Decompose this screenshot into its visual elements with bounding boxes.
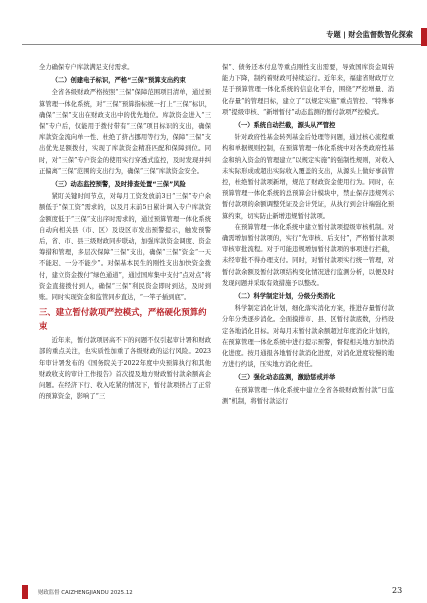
right-column — [222, 62, 394, 407]
subheading: （二）创建电子标识，严格“三保”预算支出约束 — [51, 77, 186, 85]
header-title: 专题 | 财会监督数智化探索 — [326, 30, 413, 39]
paragraph: 保”、债务还本付息等重点刚性支出需要，导致国库资金周转能力下降，制约着财政可持续运行。近年来，福建省财政厅立足于预算管理一体化系统的信息化平台，围绕“严控增量、消化存量”的管理目标，建立了“以规定实施”重点管控、“特殊事项”提级审核、“新增暂付”动态监测的暂付款项严控模式。 — [222, 64, 394, 116]
header-accent-bar — [421, 28, 427, 46]
journal-name: 财政监督 CAIZHENGJIANDU 2025.12 — [38, 590, 133, 596]
subheading: （一）系统自动拦截，源头从严管控 — [234, 122, 336, 130]
page-header — [0, 0, 427, 48]
paragraph: 在预算管理一体化系统中建立暂付款项提级审核机制。对确需增加暂付款项的，实行“先审核、后支付”，严格暂付款项审核审批流程。对于可能违规增加暂付款项的事项进行拦截，未经审批不得办理支付。同时，对暂付款项实行统一管理，对暂付款余额及暂付款项结构变化情况进行监测分析，以便及时发现问题并采取有效措施予以整改。 — [222, 223, 394, 287]
subheading: （三）强化动态监测，激励惩戒并举 — [234, 374, 336, 382]
footer-accent-bar — [22, 585, 28, 599]
header-divider — [22, 44, 427, 45]
paragraph: 全省各级财政严格按照“三保”保障范围项目清单，通过预算管理一体化系统，对“三保”预算指标统一打上“三保”标识，确保“三保”支出在财政支出中的优先地位。库款资金进入“三保”专户后，仅能用于拨付带有“三保”项目标识的支出，确保库款资金流向单一性、杜绝了挤占挪用等行为，保障“三保”支出优先足额拨付，实现了库款资金精准匹配和保障到位。同时，对“三保”专户资金的使用实行穿透式监控，及时发现并纠正偏离“三保”范围的支出行为，确保“三保”库款资金安全。 — [39, 89, 211, 175]
paragraph: 紧盯关键时间节点，对每月工资发放前3日“三保”专户余额低于“保工资”需求的，以及月末前5日累计调入专户库款资金额度低于“三保”支出序时需求的，通过预算管理一体化系统自动向相关县（市、区）及设区市发出预警提示，触发预警后，省、市、县三级财政同步联动，加强库款资金调度、资金筹措和管理，多层次保障“三保”支出，确保“三保”资金“一天不能迟、一分不能少”。对保基本民生的刚性支出加快资金拨付，建立资金拨付“绿色通道”，通过国库集中支付“点对点”将资金直接拨付到人，确保“三保”利民资金即时到达，及时到账。同时实现资金和监管同步直达，“一竿子插到底”。 — [39, 193, 211, 302]
paragraph: 近年来，暂付款项居高不下的问题不仅引起审计署和财政部的重点关注，也实质性加重了各级财政的运行风险。2023年审计署发布的《国务院关于2022年度中央预算执行和其他财政收支的审计工作报告》首次提及地方财政暂付款余额高企问题。在经济下行、收入吃紧的情况下，暂付款项挤占了正常的预算资金，影响了“三 — [39, 337, 211, 401]
page-footer — [0, 585, 427, 603]
paragraph: 针对政府性基金转列基金后处理等问题，通过核心流程重构和单据规则控制，在预算管理一体化系统中对各类政府性基金和纳入资金的管理建立“以规定实施”的强制性规则，对收入未实际形成或超出实际收入覆盖的支出，从源头上做好事前管控，杜绝暂付款项新增，规范了财政资金使用行为。同时，在预算管理一体化系统的总预算会计模块中，禁止保存违规列示暂付款项的余额调整凭证及会计凭证，从执行到会计端强化预算约束，切实防止新增违规暂付款项。 — [222, 134, 394, 220]
page-number: 23 — [392, 586, 403, 595]
subheading: （二）科学制定计划，分级分类消化 — [234, 293, 336, 301]
paragraph: 全力确保专户库款满足支付需求。 — [39, 64, 134, 71]
section-heading: 三、建立暂付款项严控模式，严格硬化预算约束 — [39, 307, 207, 332]
paragraph: 科学制定消化计划，细化落实消化方案，推进存量暂付款分年分类逐步消化。全面摸排市、县、区暂付款底数，分档设定各地消化目标。对每月末暂付款余额超过年度消化计划的，在预算管理一体化系统中进行提示预警，督促相关地方加快消化进度。按月通报各地暂付款消化进度，对消化进度较慢的地方进行约谈，压实地方消化责任。 — [222, 305, 394, 369]
paragraph: 在预算管理一体化系统中建立全省各级财政暂付款“日监测”机制，将暂付款运行 — [222, 386, 394, 405]
subheading: （三）动态监控预警，及时排查处置“三保”风险 — [51, 181, 186, 189]
left-column — [39, 62, 211, 402]
